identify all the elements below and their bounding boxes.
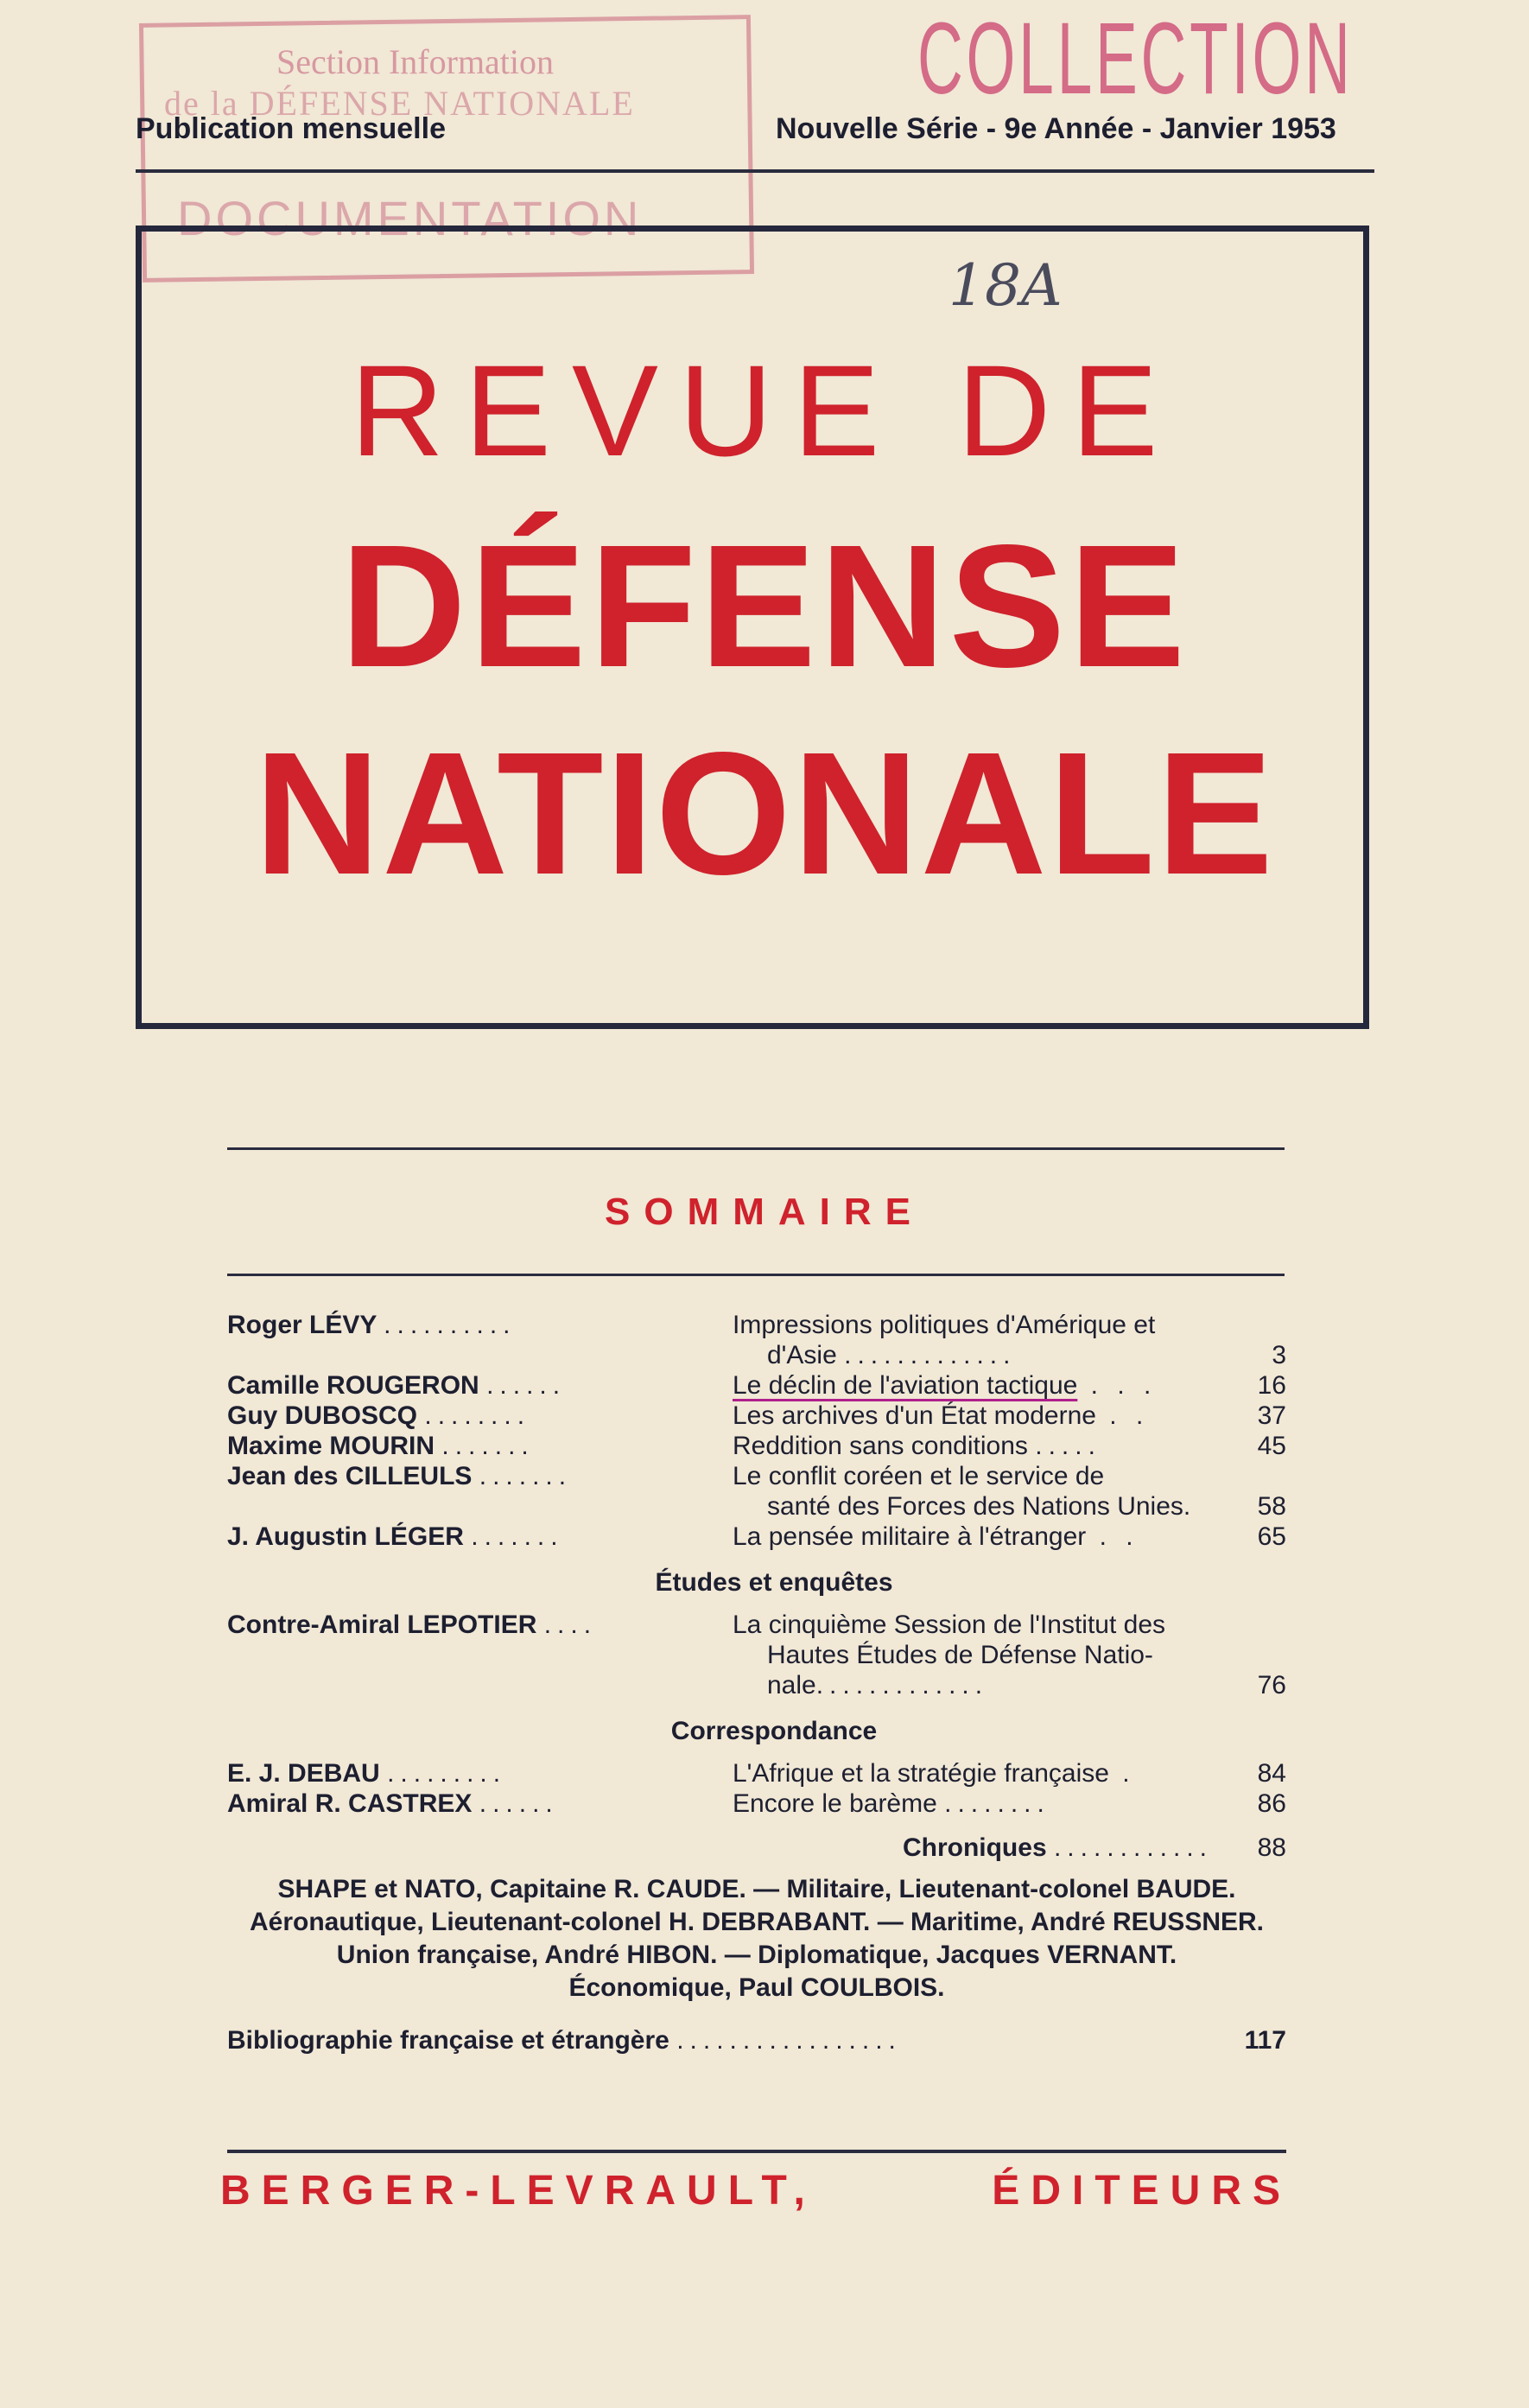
title-line-2: DÉFENSE — [339, 508, 1190, 703]
toc-title: Les archives d'un État moderne — [733, 1401, 1096, 1430]
toc-author: Roger LÉVY — [227, 1311, 377, 1339]
toc-title: Le conflit coréen et le service de — [733, 1462, 1105, 1490]
toc-entry[interactable]: Jean des CILLEULS ....... Le conflit coréen et le service de santé des Forces des Nations Unies. 58 — [227, 1462, 1286, 1521]
section-heading-correspondance: Correspondance — [670, 1717, 878, 1745]
toc-author: E. J. DEBAU — [227, 1759, 380, 1788]
publisher-name — [220, 2167, 1291, 2214]
collection-stamp: COLLECTION — [917, 2, 1354, 116]
toc-entry[interactable]: J. Augustin LÉGER ....... La pensée militaire à l'étranger . . 65 — [227, 1522, 1286, 1551]
publisher-part-2: ÉDITEURS — [992, 2168, 1291, 2214]
toc-page: 84 — [1257, 1759, 1286, 1788]
toc-title: L'Afrique et la stratégie française — [733, 1759, 1109, 1788]
chroniques-line: Économique, Paul COULBOIS. — [568, 1973, 945, 2002]
toc-page: 117 — [1244, 2026, 1286, 2055]
toc-page: 65 — [1257, 1522, 1286, 1551]
sommaire-top-rule — [227, 1147, 1285, 1150]
chroniques-details — [227, 1873, 1286, 2005]
toc-entry[interactable]: Amiral R. CASTREX ...... Encore le barème ........ 86 — [227, 1789, 1286, 1818]
section-heading-etudes: Études et enquêtes — [655, 1568, 893, 1597]
toc-entry-chroniques[interactable]: Chroniques ............ 88 — [902, 1833, 1286, 1862]
toc-title: Le déclin de l'aviation tactique — [733, 1371, 1078, 1400]
toc-entry[interactable]: Guy DUBOSCQ ........ Les archives d'un État moderne . . 37 — [227, 1401, 1286, 1430]
chroniques-line: Union française, André HIBON. — Diplomatique, Jacques VERNANT. — [336, 1941, 1177, 1969]
toc-title-cont: d'Asie — [767, 1341, 837, 1369]
publisher-part-1: BERGER-LEVRAULT, — [220, 2168, 816, 2214]
toc-author: Guy DUBOSCQ — [227, 1401, 418, 1430]
bibliographie-label: Bibliographie française et étrangère — [227, 2026, 669, 2055]
toc-entry[interactable]: Camille ROUGERON ...... Le déclin de l'aviation tactique . . . 16 — [227, 1371, 1286, 1400]
publisher-divider — [227, 2150, 1286, 2153]
title-line-1: REVUE DE — [350, 338, 1179, 483]
table-of-contents — [227, 1310, 1286, 2055]
toc-page: 88 — [1257, 1833, 1286, 1862]
toc-author: Contre-Amiral LEPOTIER — [227, 1611, 537, 1639]
toc-author: Jean des CILLEULS — [227, 1462, 473, 1490]
stamp-line-1: Section Information — [276, 42, 555, 81]
chroniques-label: Chroniques — [902, 1833, 1047, 1862]
toc-entry[interactable]: Roger LÉVY .......... Impressions politiques d'Amérique et d'Asie ............. 3 — [227, 1311, 1286, 1369]
toc-entry-bibliographie[interactable]: Bibliographie française et étrangère ................. 117 — [227, 2026, 1286, 2055]
toc-page: 76 — [1257, 1671, 1286, 1700]
toc-author: J. Augustin LÉGER — [227, 1522, 464, 1551]
stamp-line-3: DOCUMENTATION — [177, 191, 643, 245]
header-divider — [136, 169, 1374, 173]
toc-title: Encore le barème — [733, 1789, 937, 1818]
chroniques-line: Aéronautique, Lieutenant-colonel H. DEBRABANT. — Maritime, André REUSSNER. — [250, 1908, 1264, 1936]
title-line-3: NATIONALE — [254, 715, 1275, 911]
toc-author: Camille ROUGERON — [227, 1371, 479, 1400]
handwritten-note: 18A — [948, 252, 1063, 319]
toc-title: Reddition sans conditions — [733, 1432, 1028, 1460]
toc-page: 37 — [1257, 1401, 1286, 1430]
sommaire-heading: SOMMAIRE — [605, 1191, 924, 1233]
issue-info: Nouvelle Série - 9e Année - Janvier 1953 — [776, 112, 1336, 145]
toc-page: 3 — [1272, 1341, 1286, 1369]
publication-frequency: Publication mensuelle — [136, 112, 446, 145]
stamp-line-2: de la DÉFENSE NATIONALE — [164, 84, 635, 123]
toc-title: La cinquième Session de l'Institut des — [733, 1611, 1166, 1639]
toc-title-cont: santé des Forces des Nations Unies. — [767, 1492, 1191, 1521]
toc-page: 45 — [1257, 1432, 1286, 1460]
toc-author: Amiral R. CASTREX — [227, 1789, 473, 1818]
sommaire-bottom-rule — [227, 1274, 1285, 1276]
toc-entry[interactable]: Maxime MOURIN ....... Reddition sans conditions ..... 45 — [227, 1432, 1286, 1460]
toc-entry[interactable]: E. J. DEBAU ......... L'Afrique et la stratégie française . 84 — [227, 1759, 1286, 1788]
toc-title-cont: Hautes Études de Défense Natio- — [767, 1641, 1153, 1669]
toc-author: Maxime MOURIN — [227, 1432, 435, 1460]
toc-entry[interactable]: Contre-Amiral LEPOTIER .... La cinquième Session de l'Institut des Hautes Études de Défense Natio- nale............. 76 — [227, 1611, 1286, 1700]
toc-title: Impressions politiques d'Amérique et — [733, 1311, 1156, 1339]
chroniques-line: SHAPE et NATO, Capitaine R. CAUDE. — Militaire, Lieutenant-colonel BAUDE. — [277, 1875, 1236, 1903]
toc-title-cont: nale — [767, 1671, 816, 1700]
toc-page: 86 — [1257, 1789, 1286, 1818]
toc-page: 16 — [1257, 1371, 1286, 1400]
toc-title: La pensée militaire à l'étranger — [733, 1522, 1087, 1551]
toc-page: 58 — [1257, 1492, 1286, 1521]
